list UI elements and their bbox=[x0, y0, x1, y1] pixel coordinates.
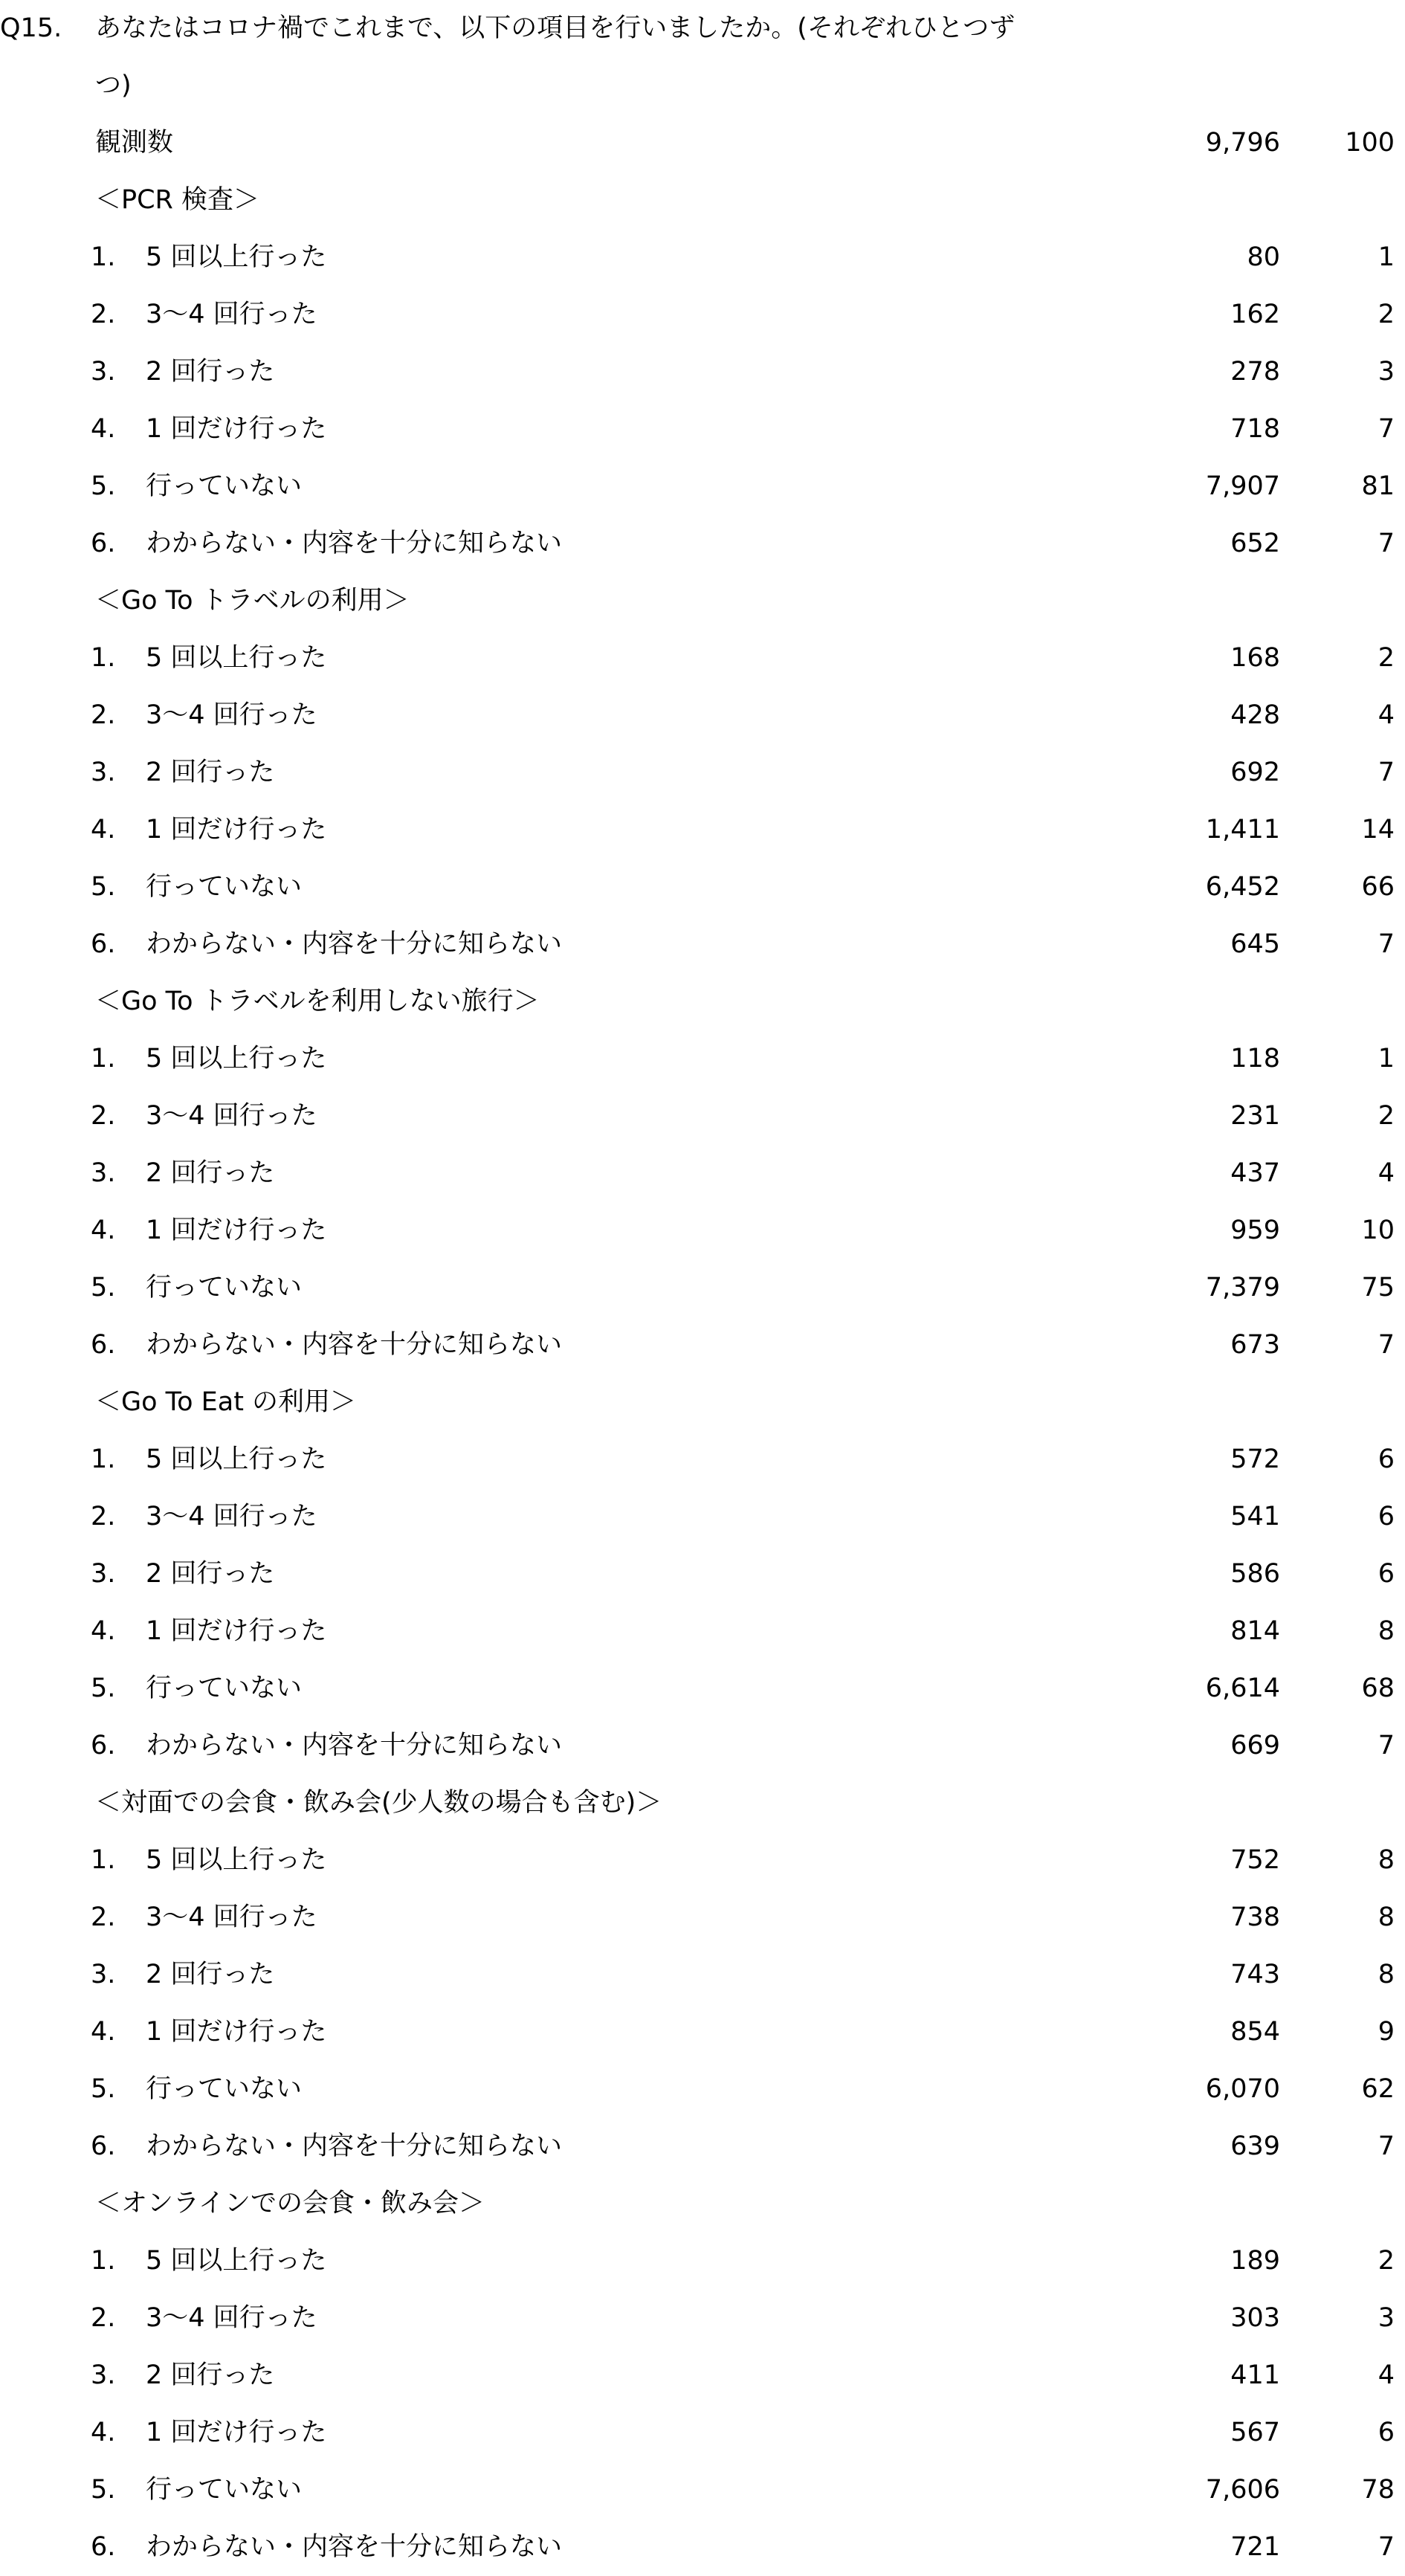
row-number: 2. bbox=[91, 1101, 116, 1131]
row-count: 7,606 bbox=[1205, 2475, 1280, 2505]
table-row bbox=[0, 2404, 1405, 2462]
section-title bbox=[0, 1775, 1405, 1832]
observations-percent: 100 bbox=[1345, 128, 1395, 158]
section-title bbox=[0, 572, 1405, 630]
section-title bbox=[0, 172, 1405, 229]
row-label: 行っていない bbox=[146, 1673, 303, 1703]
row-count: 743 bbox=[1230, 1960, 1280, 1989]
row-label: 3～4 回行った bbox=[146, 300, 317, 329]
row-count: 752 bbox=[1230, 1845, 1280, 1875]
row-percent: 7 bbox=[1377, 1330, 1395, 1360]
row-count: 692 bbox=[1230, 758, 1280, 787]
row-count: 278 bbox=[1230, 357, 1280, 387]
row-number: 4. bbox=[91, 2017, 116, 2047]
row-label: 行っていない bbox=[146, 1273, 303, 1302]
section-title bbox=[0, 973, 1405, 1030]
row-label: 2 回行った bbox=[146, 1960, 275, 1989]
row-count: 6,070 bbox=[1205, 2074, 1280, 2104]
row-number: 2. bbox=[91, 1502, 116, 1531]
row-percent: 14 bbox=[1361, 815, 1395, 845]
table-row bbox=[0, 1660, 1405, 1717]
row-label: 2 回行った bbox=[146, 2360, 275, 2390]
table-row bbox=[0, 343, 1405, 401]
row-label: 1 回だけ行った bbox=[146, 815, 327, 845]
row-percent: 2 bbox=[1377, 1101, 1395, 1131]
row-number: 4. bbox=[91, 1616, 116, 1646]
row-percent: 6 bbox=[1377, 2418, 1395, 2447]
table-row bbox=[0, 1717, 1405, 1775]
row-number: 2. bbox=[91, 300, 116, 329]
row-count: 721 bbox=[1230, 2532, 1280, 2562]
question-text-continued: つ) bbox=[95, 71, 132, 100]
row-number: 2. bbox=[91, 2303, 116, 2333]
row-count: 162 bbox=[1230, 300, 1280, 329]
row-count: 959 bbox=[1230, 1216, 1280, 1245]
row-count: 80 bbox=[1247, 242, 1280, 272]
row-label: 2 回行った bbox=[146, 1158, 275, 1188]
row-number: 1. bbox=[91, 643, 116, 673]
row-percent: 7 bbox=[1377, 929, 1395, 959]
table-row bbox=[0, 1488, 1405, 1546]
row-percent: 7 bbox=[1377, 2532, 1395, 2562]
row-label: 行っていない bbox=[146, 2074, 303, 2104]
row-number: 3. bbox=[91, 2360, 116, 2390]
row-number: 3. bbox=[91, 1960, 116, 1989]
table-row bbox=[0, 229, 1405, 286]
row-label: 5 回以上行った bbox=[146, 643, 327, 673]
row-label: 1 回だけ行った bbox=[146, 414, 327, 444]
row-percent: 4 bbox=[1377, 700, 1395, 730]
row-label: 5 回以上行った bbox=[146, 2246, 327, 2276]
row-number: 5. bbox=[91, 1273, 116, 1302]
row-label: 2 回行った bbox=[146, 758, 275, 787]
table-row bbox=[0, 2061, 1405, 2118]
row-count: 189 bbox=[1230, 2246, 1280, 2276]
row-percent: 8 bbox=[1377, 1960, 1395, 1989]
row-number: 6. bbox=[91, 1731, 116, 1760]
row-label: 1 回だけ行った bbox=[146, 1616, 327, 1646]
section-title-text: ＜Go To トラベルを利用しない旅行＞ bbox=[95, 987, 540, 1016]
row-label: 2 回行った bbox=[146, 1559, 275, 1589]
row-label: 3～4 回行った bbox=[146, 2303, 317, 2333]
row-label: わからない・内容を十分に知らない bbox=[146, 1731, 563, 1760]
table-row bbox=[0, 2462, 1405, 2519]
row-number: 6. bbox=[91, 2131, 116, 2161]
row-label: 1 回だけ行った bbox=[146, 2418, 327, 2447]
row-count: 541 bbox=[1230, 1502, 1280, 1531]
row-number: 5. bbox=[91, 2074, 116, 2104]
row-label: 3～4 回行った bbox=[146, 1902, 317, 1932]
row-count: 586 bbox=[1230, 1559, 1280, 1589]
section-title-text: ＜Go To Eat の利用＞ bbox=[95, 1387, 357, 1417]
row-number: 6. bbox=[91, 2532, 116, 2562]
table-row bbox=[0, 1202, 1405, 1259]
row-number: 3. bbox=[91, 1559, 116, 1589]
row-percent: 2 bbox=[1377, 2246, 1395, 2276]
row-label: 1 回だけ行った bbox=[146, 2017, 327, 2047]
row-count: 738 bbox=[1230, 1902, 1280, 1932]
table-row bbox=[0, 515, 1405, 572]
row-number: 2. bbox=[91, 1902, 116, 1932]
table-row bbox=[0, 286, 1405, 343]
row-label: 5 回以上行った bbox=[146, 1444, 327, 1474]
row-percent: 7 bbox=[1377, 2131, 1395, 2161]
row-number: 5. bbox=[91, 1673, 116, 1703]
row-number: 5. bbox=[91, 872, 116, 902]
row-percent: 8 bbox=[1377, 1845, 1395, 1875]
row-count: 437 bbox=[1230, 1158, 1280, 1188]
row-number: 6. bbox=[91, 929, 116, 959]
row-count: 428 bbox=[1230, 700, 1280, 730]
row-number: 2. bbox=[91, 700, 116, 730]
observations-count: 9,796 bbox=[1205, 128, 1280, 158]
row-count: 669 bbox=[1230, 1731, 1280, 1760]
observations-label: 観測数 bbox=[95, 128, 174, 158]
row-percent: 7 bbox=[1377, 758, 1395, 787]
row-number: 6. bbox=[91, 1330, 116, 1360]
table-row bbox=[0, 859, 1405, 916]
row-count: 572 bbox=[1230, 1444, 1280, 1474]
row-count: 718 bbox=[1230, 414, 1280, 444]
row-percent: 6 bbox=[1377, 1559, 1395, 1589]
row-percent: 78 bbox=[1361, 2475, 1395, 2505]
table-row bbox=[0, 1088, 1405, 1145]
table-row bbox=[0, 1603, 1405, 1660]
table-row bbox=[0, 916, 1405, 973]
section-title-text: ＜オンラインでの会食・飲み会＞ bbox=[95, 2189, 485, 2218]
row-count: 673 bbox=[1230, 1330, 1280, 1360]
row-percent: 3 bbox=[1377, 357, 1395, 387]
row-number: 1. bbox=[91, 2246, 116, 2276]
row-percent: 75 bbox=[1361, 1273, 1395, 1302]
row-count: 639 bbox=[1230, 2131, 1280, 2161]
table-row bbox=[0, 801, 1405, 859]
row-count: 6,614 bbox=[1205, 1673, 1280, 1703]
row-number: 1. bbox=[91, 1845, 116, 1875]
table-row bbox=[0, 630, 1405, 687]
row-count: 231 bbox=[1230, 1101, 1280, 1131]
row-number: 6. bbox=[91, 529, 116, 558]
row-label: わからない・内容を十分に知らない bbox=[146, 1330, 563, 1360]
row-number: 4. bbox=[91, 815, 116, 845]
row-label: 行っていない bbox=[146, 471, 303, 501]
row-count: 854 bbox=[1230, 2017, 1280, 2047]
section-title-text: ＜対面での会食・飲み会(少人数の場合も含む)＞ bbox=[95, 1788, 662, 1818]
row-number: 3. bbox=[91, 1158, 116, 1188]
row-count: 814 bbox=[1230, 1616, 1280, 1646]
question-line-2 bbox=[0, 57, 1405, 114]
table-row bbox=[0, 2004, 1405, 2061]
row-count: 7,379 bbox=[1205, 1273, 1280, 1302]
row-label: 5 回以上行った bbox=[146, 1845, 327, 1875]
row-count: 1,411 bbox=[1205, 815, 1280, 845]
row-percent: 7 bbox=[1377, 1731, 1395, 1760]
row-label: 1 回だけ行った bbox=[146, 1216, 327, 1245]
table-row bbox=[0, 2519, 1405, 2576]
table-row bbox=[0, 2290, 1405, 2347]
row-label: 3～4 回行った bbox=[146, 1502, 317, 1531]
row-percent: 7 bbox=[1377, 414, 1395, 444]
row-percent: 3 bbox=[1377, 2303, 1395, 2333]
row-percent: 6 bbox=[1377, 1444, 1395, 1474]
row-count: 411 bbox=[1230, 2360, 1280, 2390]
row-label: 5 回以上行った bbox=[146, 1044, 327, 1074]
row-label: 3～4 回行った bbox=[146, 1101, 317, 1131]
row-number: 1. bbox=[91, 1044, 116, 1074]
row-label: 3～4 回行った bbox=[146, 700, 317, 730]
row-number: 4. bbox=[91, 2418, 116, 2447]
table-row bbox=[0, 458, 1405, 515]
row-percent: 62 bbox=[1361, 2074, 1395, 2104]
row-label: わからない・内容を十分に知らない bbox=[146, 2532, 563, 2562]
row-percent: 8 bbox=[1377, 1902, 1395, 1932]
row-count: 6,452 bbox=[1205, 872, 1280, 902]
row-percent: 2 bbox=[1377, 643, 1395, 673]
table-row bbox=[0, 401, 1405, 458]
row-count: 567 bbox=[1230, 2418, 1280, 2447]
section-title bbox=[0, 2175, 1405, 2233]
table-row bbox=[0, 744, 1405, 801]
row-count: 7,907 bbox=[1205, 471, 1280, 501]
row-percent: 66 bbox=[1361, 872, 1395, 902]
row-percent: 9 bbox=[1377, 2017, 1395, 2047]
row-number: 4. bbox=[91, 414, 116, 444]
row-number: 5. bbox=[91, 471, 116, 501]
row-count: 645 bbox=[1230, 929, 1280, 959]
row-label: わからない・内容を十分に知らない bbox=[146, 929, 563, 959]
table-row bbox=[0, 2233, 1405, 2290]
table-row bbox=[0, 1946, 1405, 2004]
table-row bbox=[0, 1317, 1405, 1374]
row-number: 3. bbox=[91, 758, 116, 787]
question-number: Q15. bbox=[0, 13, 62, 43]
table-row bbox=[0, 1546, 1405, 1603]
row-label: 行っていない bbox=[146, 872, 303, 902]
row-number: 3. bbox=[91, 357, 116, 387]
section-title-text: ＜PCR 検査＞ bbox=[95, 185, 259, 215]
row-count: 168 bbox=[1230, 643, 1280, 673]
row-percent: 6 bbox=[1377, 1502, 1395, 1531]
row-label: わからない・内容を十分に知らない bbox=[146, 529, 563, 558]
section-title bbox=[0, 1374, 1405, 1431]
row-count: 118 bbox=[1230, 1044, 1280, 1074]
row-number: 1. bbox=[91, 242, 116, 272]
row-percent: 1 bbox=[1377, 1044, 1395, 1074]
row-label: 5 回以上行った bbox=[146, 242, 327, 272]
section-title-text: ＜Go To トラベルの利用＞ bbox=[95, 586, 410, 616]
row-percent: 4 bbox=[1377, 2360, 1395, 2390]
row-percent: 8 bbox=[1377, 1616, 1395, 1646]
row-label: 行っていない bbox=[146, 2475, 303, 2505]
table-row bbox=[0, 687, 1405, 744]
row-percent: 1 bbox=[1377, 242, 1395, 272]
table-row bbox=[0, 2347, 1405, 2404]
row-count: 303 bbox=[1230, 2303, 1280, 2333]
row-count: 652 bbox=[1230, 529, 1280, 558]
table-row bbox=[0, 1889, 1405, 1946]
row-number: 4. bbox=[91, 1216, 116, 1245]
question-text: あなたはコロナ禍でこれまで、以下の項目を行いましたか。(それぞれひとつず bbox=[95, 13, 1015, 43]
table-row bbox=[0, 1145, 1405, 1202]
question-line-1 bbox=[0, 0, 1405, 57]
row-label: わからない・内容を十分に知らない bbox=[146, 2131, 563, 2161]
observations-row bbox=[0, 114, 1405, 172]
table-row bbox=[0, 1832, 1405, 1889]
row-percent: 2 bbox=[1377, 300, 1395, 329]
row-percent: 68 bbox=[1361, 1673, 1395, 1703]
row-number: 5. bbox=[91, 2475, 116, 2505]
row-percent: 7 bbox=[1377, 529, 1395, 558]
row-percent: 4 bbox=[1377, 1158, 1395, 1188]
table-row bbox=[0, 1030, 1405, 1088]
row-number: 1. bbox=[91, 1444, 116, 1474]
table-row bbox=[0, 1259, 1405, 1317]
row-percent: 10 bbox=[1361, 1216, 1395, 1245]
table-row bbox=[0, 2118, 1405, 2175]
table-row bbox=[0, 1431, 1405, 1488]
row-label: 2 回行った bbox=[146, 357, 275, 387]
row-percent: 81 bbox=[1361, 471, 1395, 501]
